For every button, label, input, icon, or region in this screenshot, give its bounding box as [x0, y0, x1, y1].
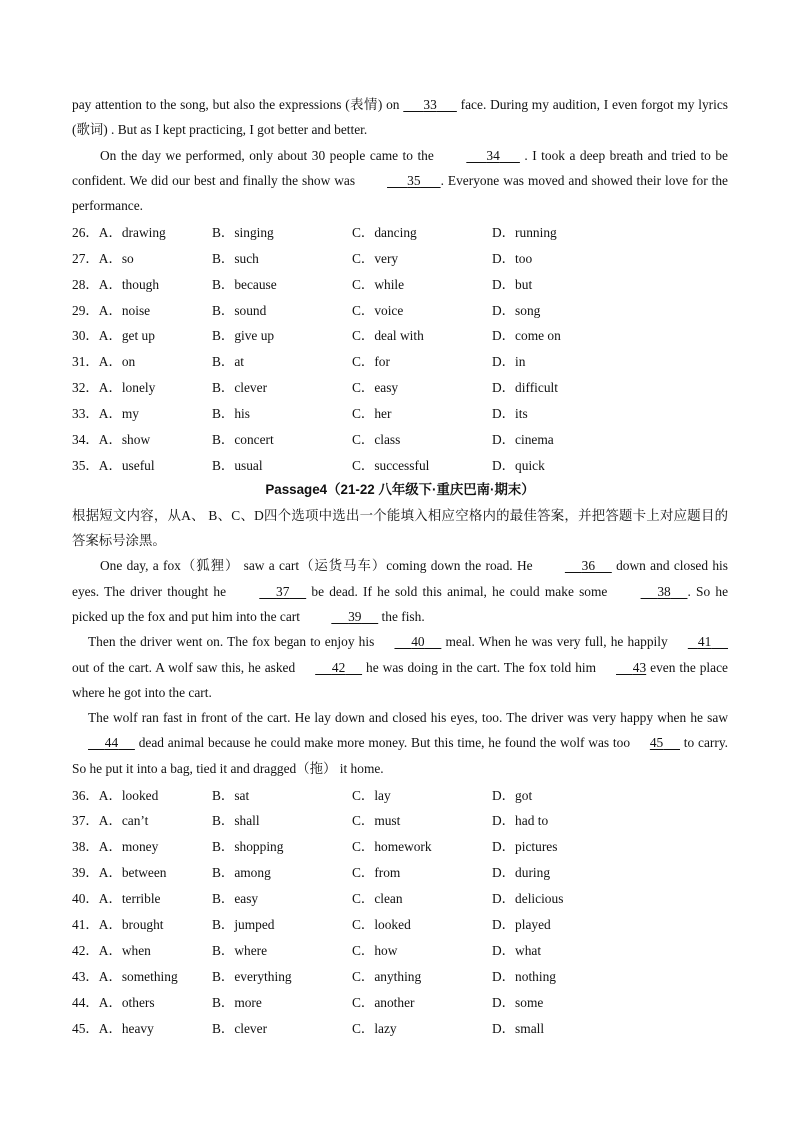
blank-36: 36	[581, 558, 596, 574]
passage4-instruction: 根据短文内容，从A、 B、C、D四个选项中选出一个能填入相应空格内的最佳答案，并把答题卡上对应题目的答案标号涂黑。	[72, 508, 728, 549]
question-row-30: 30．A．get up B．give up C．deal with D．come on	[72, 328, 561, 344]
question-row-32: 32．A．lonely B．clever C．easy D．difficult	[72, 380, 558, 396]
blank-35: 35	[407, 172, 421, 188]
text: pay attention to the song, but also the expressions (表情) on	[72, 97, 404, 112]
text: . Everyone was moved and showed their love for the performance.	[72, 172, 728, 214]
question-row-39: 39．A．between B．among C．from D．during	[72, 865, 551, 881]
question-row-44: 44．A．others B．more C．another D．some	[72, 994, 544, 1010]
blank-40: 40	[411, 634, 425, 650]
question-row-33: 33．A．my B．his C．her D．its	[72, 406, 528, 422]
passage3-paragraph-1	[72, 92, 728, 143]
question-row-26: 26．A．drawing B．singing C．dancing D．running	[72, 224, 557, 240]
blank-34: 34	[486, 147, 500, 163]
blank-39: 39	[348, 608, 362, 624]
question-row-34: 34．A．show B．concert C．class D．cinema	[72, 432, 554, 448]
question-row-42: 42．A．when B．where C．how D．what	[72, 942, 542, 958]
blank-41: 41	[697, 634, 712, 650]
question-row-43: 43．A．something B．everything C．anything D．nothing	[72, 968, 556, 984]
passage3-paragraph-2	[72, 143, 728, 219]
question-row-35: 35．A．useful B．usual C．successful D．quick	[72, 457, 545, 473]
passage4-title: Passage4（21-22 八年级下·重庆巴南·期末）	[265, 482, 535, 498]
question-row-29: 29．A．noise B．sound C．voice D．song	[72, 302, 541, 318]
question-row-41: 41．A．brought B．jumped C．looked D．played	[72, 916, 551, 932]
passage4-paragraph-3: The wolf ran fast in front of the cart. He lay down and closed his eyes, too. The driver was very happy when he saw 44 dead animal because he could make more money. But this time, he found the wolf was too 45 to carry. So he put it into a bag, tied it and dragged（拖） it home.	[72, 710, 729, 776]
question-row-45: 45．A．heavy B．clever C．lazy D．small	[72, 1020, 545, 1036]
blank-45: 45	[649, 735, 664, 751]
passage4-paragraph-2: Then the driver went on. The fox began to enjoy his 40 meal. When he was very full, he happily 41 out of the cart. A wolf saw this, he asked 42 he was doing in the cart. The fox told him 43 even the place where he got into the cart.	[72, 629, 728, 705]
question-row-31: 31．A．on B．at C．for D．in	[72, 354, 526, 370]
text: . I took a deep breath and tried to be confident. We did our best and finally the show was	[72, 147, 728, 188]
blank-38: 38	[657, 583, 671, 599]
question-row-40: 40．A．terrible B．easy C．clean D．delicious	[72, 891, 564, 907]
question-row-28: 28．A．though B．because C．while D．but	[72, 276, 533, 292]
text: On the day we performed, only about 30 people came to the	[100, 147, 439, 163]
passage4-paragraph-1: One day, a fox（狐狸） saw a cart（运货马车）coming down the road. He 36 down and closed his eyes. The driver thought he 37 be dead. If he sold this animal, he could make some 38 . So he picked up the fox and put him into the cart 39 the fish.	[72, 553, 728, 629]
question-options-36-45	[72, 781, 728, 1040]
question-row-37: 37．A．can’t B．shall C．must D．had to	[72, 813, 549, 829]
blank-37: 37	[276, 583, 290, 599]
question-row-27: 27．A．so B．such C．very D．too	[72, 250, 533, 266]
blank-43: 43	[632, 659, 647, 675]
text: face. During my audition, I even forgot my lyrics (歌词) . But as I kept practicing, I got better and better.	[72, 97, 728, 138]
blank-33: 33	[423, 97, 437, 112]
question-row-36: 36．A．looked B．sat C．lay D．got	[72, 787, 533, 803]
exam-page	[72, 92, 728, 1040]
blank-42: 42	[331, 659, 346, 675]
question-row-38: 38．A．money B．shopping C．homework D．pictures	[72, 839, 558, 855]
question-options-26-35	[72, 218, 728, 477]
blank-44: 44	[104, 735, 119, 751]
